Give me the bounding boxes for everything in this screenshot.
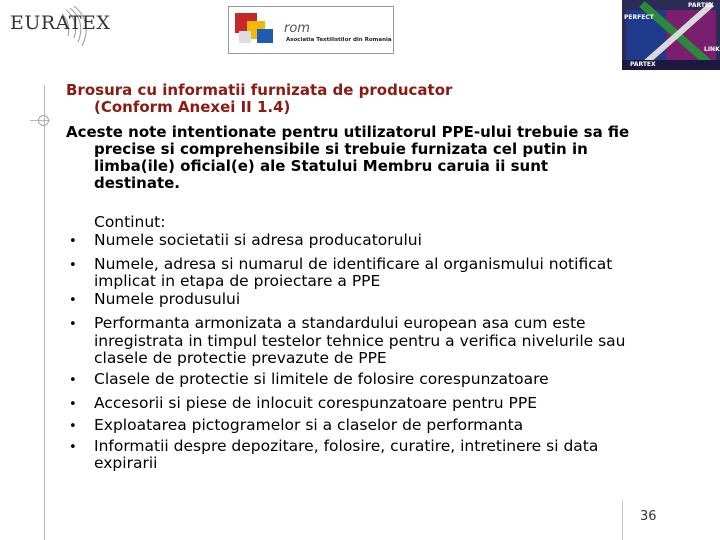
partex-label-top: PARTEX (688, 2, 714, 9)
partex-emblem-icon (622, 0, 720, 70)
page-number-divider (622, 500, 623, 540)
slide-title-line-2: (Conform Anexei II 1.4) (94, 98, 291, 116)
list-item: Informatii despre depozitare, folosire, curatire, intretinere si data (94, 437, 599, 455)
list-item: Numele, adresa si numarul de identificare al organismului notificat (94, 255, 613, 273)
bullet-icon: • (69, 373, 77, 388)
page-number: 36 (640, 509, 657, 524)
content-heading: Continut: (94, 213, 166, 231)
partex-label-bottom: PARTEX (630, 61, 656, 68)
bullet-icon: • (69, 397, 77, 412)
list-item: Numele produsului (94, 290, 241, 308)
list-item: Accesorii si piese de inlocuit corespunzatoare pentru PPE (94, 394, 537, 412)
slide-title-line-1: Brosura cu informatii furnizata de producator (66, 81, 453, 99)
bullet-icon: • (69, 293, 77, 308)
list-item: Numele societatii si adresa producatorului (94, 231, 422, 249)
bullet-icon: • (69, 234, 77, 249)
note-line-3: limba(ile) oficial(e) ale Statului Membru caruia ii sunt (94, 157, 549, 175)
list-item: Clasele de protectie si limitele de folosire corespunzatoare (94, 370, 549, 388)
decorative-circle-icon (38, 115, 49, 126)
partex-logo (622, 0, 720, 70)
list-item-continuation: expirarii (94, 454, 158, 472)
list-item-continuation: implicat in etapa de proiectare a PPE (94, 272, 381, 290)
list-item: Performanta armonizata a standardului european asa cum este (94, 314, 586, 332)
bullet-icon: • (69, 258, 77, 273)
list-item-continuation: clasele de protectie prevazute de PPE (94, 349, 387, 367)
euratex-logo-text: EURATEX (10, 12, 111, 34)
bullet-icon: • (69, 419, 77, 434)
atr-logo (228, 6, 394, 54)
note-line-1: Aceste note intentionate pentru utilizatorul PPE-ului trebuie sa fie (66, 123, 630, 141)
atr-logo-text: rom (284, 21, 310, 36)
list-item: Exploatarea pictogramelor si a claselor de performanta (94, 416, 524, 434)
list-item-continuation: inregistrata in timpul testelor tehnice pentru a verifica nivelurile sau (94, 332, 626, 350)
bullet-icon: • (69, 440, 77, 455)
decorative-vertical-line (44, 85, 45, 540)
partex-label-perfect: PERFECT (624, 14, 654, 21)
atr-logo-subtitle: Asociatia Textilistilor din Romania (286, 37, 392, 43)
note-line-2: precise si comprehensibile si trebuie furnizata cel putin in (94, 140, 588, 158)
bullet-icon: • (69, 317, 77, 332)
note-line-4: destinate. (94, 174, 180, 192)
atr-emblem-icon (229, 7, 289, 51)
partex-label-link: LINK (704, 46, 720, 53)
